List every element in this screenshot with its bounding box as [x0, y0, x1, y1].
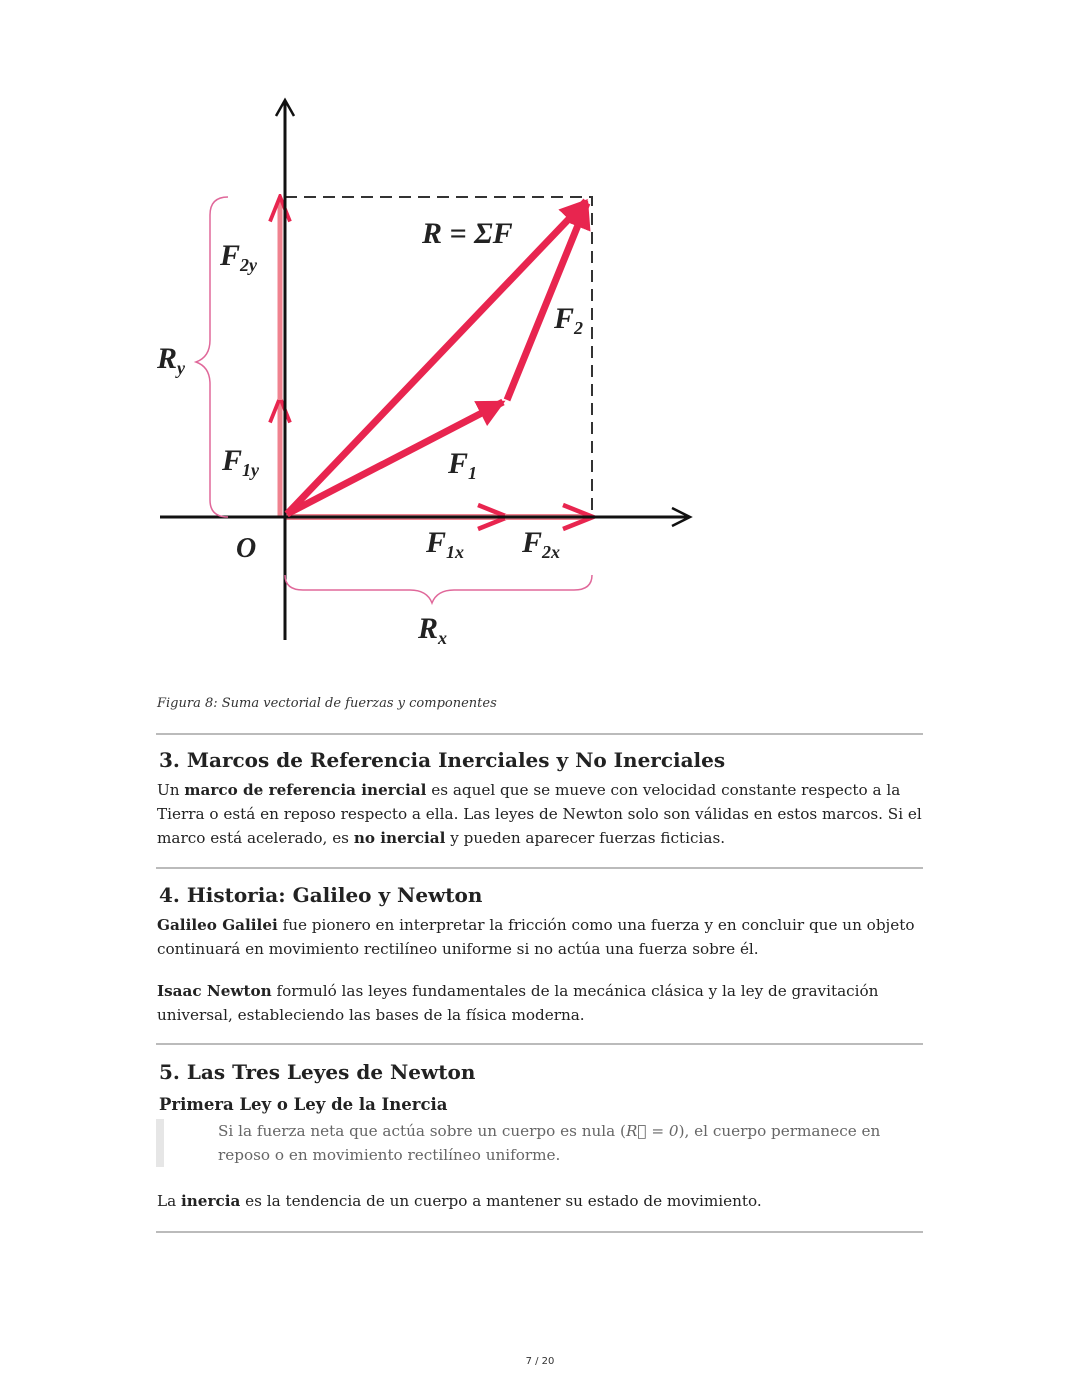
origin-label: O — [236, 533, 257, 564]
section-4-heading: 4. Historia: Galileo y Newton — [159, 883, 483, 907]
f1-label: $F_1$ — [448, 447, 478, 483]
f1x-label: $F_{1x}$ — [426, 526, 465, 562]
divider — [156, 733, 923, 735]
resultant-label: R = ΣF — [422, 217, 513, 250]
vector-sum-figure — [150, 80, 710, 660]
inertia-paragraph: La inercia es la tendencia de un cuerpo a mantener su estado de movimiento. — [157, 1192, 762, 1210]
rx-label: $R_x$ — [418, 612, 448, 648]
figure-caption: Figura 8: Suma vectorial de fuerzas y componentes — [157, 696, 497, 711]
divider — [156, 1231, 923, 1233]
galileo-paragraph: Galileo Galilei fue pionero en interpretar la fricción como una fuerza y en concluir que un objeto continuará en movimiento rectilíneo uniforme si no actúa una fuerza sobre él. — [157, 916, 915, 958]
page-number: 7 / 20 — [525, 1356, 555, 1367]
f2-label: $F_2$ — [554, 302, 584, 338]
f1y-label: $F_{1y}$ — [222, 444, 260, 480]
divider — [156, 1043, 923, 1045]
section-3-paragraph: Un marco de referencia inercial es aquel que se mueve con velocidad constante respecto a la Tierra o está en reposo respecto a ella. Las leyes de Newton solo son válidas en estos marcos. Si el marco está acelerado, es no inercial y pueden aparecer fuerzas ficticias. — [157, 781, 922, 847]
f2x-label: $F_{2x}$ — [522, 526, 561, 562]
f2y-label: $F_{2y}$ — [220, 239, 258, 275]
section-3-heading: 3. Marcos de Referencia Inerciales y No Inerciales — [159, 748, 726, 772]
newton-paragraph: Isaac Newton formuló las leyes fundamentales de la mecánica clásica y la ley de gravitación universal, estableciendo las bases de la física moderna. — [157, 982, 879, 1024]
divider — [156, 867, 923, 869]
rx-brace — [285, 575, 592, 603]
section-5-heading: 5. Las Tres Leyes de Newton — [159, 1060, 476, 1084]
f2-vector — [507, 203, 587, 400]
first-law-subheading: Primera Ley o Ley de la Inercia — [159, 1095, 448, 1114]
f1-vector — [287, 402, 503, 514]
first-law-quote: Si la fuerza neta que actúa sobre un cuerpo es nula (R⃗ = 0), el cuerpo permanece en reposo o en movimiento rectilíneo uniforme. — [156, 1119, 926, 1167]
ry-label: $R_y$ — [157, 342, 186, 378]
